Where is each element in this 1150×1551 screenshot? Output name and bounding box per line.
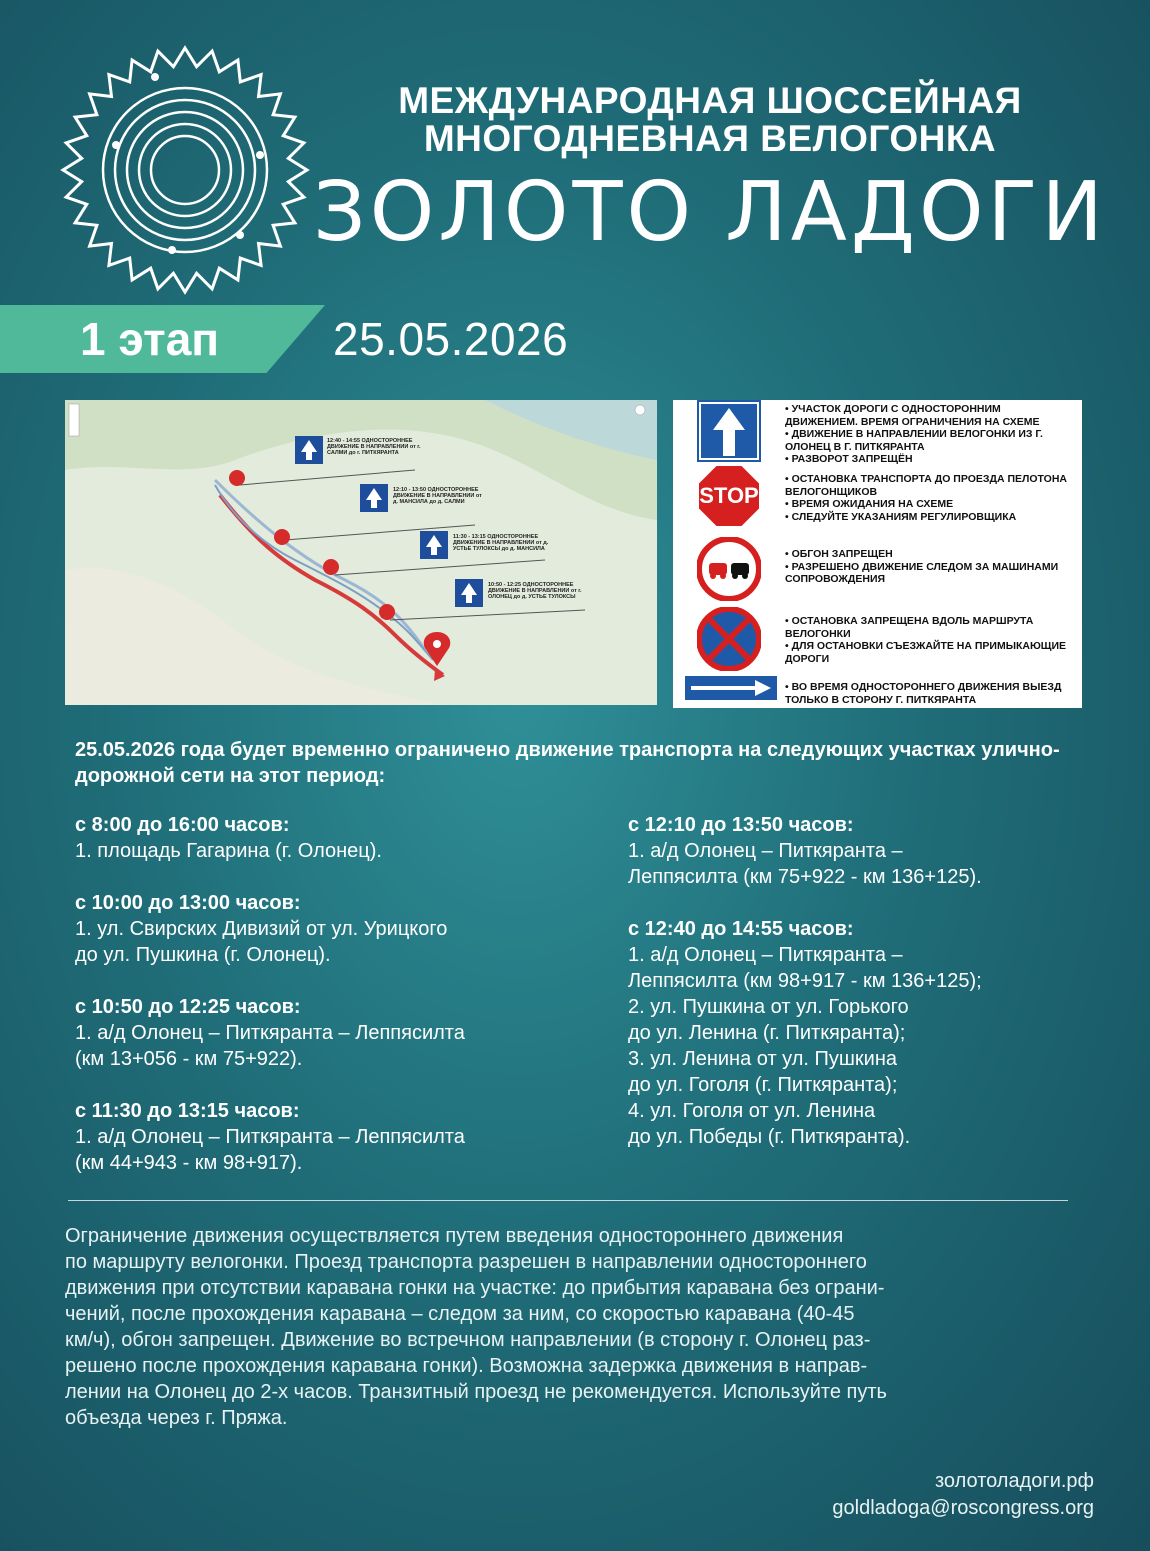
schedule-time: с 10:00 до 13:00 часов: — [75, 892, 301, 914]
map-callout: 10:50 - 12:25 ОДНОСТОРОННЕЕ ДВИЖЕНИЕ В НАПРАВЛЕНИИ от г. ОЛОНЕЦ до д. УСТЬЕ ТУЛОКСЫ — [488, 582, 582, 600]
schedule-details: 1. а/д Олонец – Питкяранта – Леппясилта (км 75+922 - км 136+125). — [628, 840, 982, 888]
event-title — [310, 82, 1110, 158]
schedule-block — [75, 890, 595, 968]
stage-label: 1 этап — [80, 313, 220, 365]
contacts — [832, 1468, 1094, 1522]
schedule-time: с 10:50 до 12:25 часов: — [75, 996, 301, 1018]
email-link[interactable]: goldladoga@roscongress.org — [832, 1497, 1094, 1519]
traffic-legend — [673, 400, 1082, 708]
map-callout: 12:10 - 13:50 ОДНОСТОРОННЕЕ ДВИЖЕНИЕ В НАПРАВЛЕНИИ от д. МАНСИЛА до д. САЛМИ — [393, 487, 482, 505]
intro-text: 25.05.2026 года будет временно ограничено движение транспорта на следующих участках улично-дорожной сети на этот период: — [75, 739, 1060, 787]
restriction-note: Ограничение движения осуществляется путем введения одностороннего движения по маршруту велогонки. Проезд транспорта разрешен в направлении одностороннего движения при отсутствии каравана гонки на участке: до прибытия каравана без ограни- чений, после прохождения каравана – следом за ним, со скоростью каравана (40-45 км/ч), обгон запрещен. Движение во встречном направлении (в сторону г. Олонец раз- решено после прохождения каравана гонки). Возможна задержка движения в направ- лении на Олонец до 2-х часов. Транзитный проезд не рекомендуется. Используйте путь объезда через г. Пряжа. — [65, 1225, 887, 1429]
title-line-1: МЕЖДУНАРОДНАЯ ШОССЕЙНАЯ — [398, 80, 1022, 121]
schedule-details: 1. а/д Олонец – Питкяранта – Леппясилта (км 98+917 - км 136+125); 2. ул. Пушкина от ул. Горького до ул. Ленина (г. Питкяранта); 3. ул. Ленина от ул. Пушкина до ул. Гоголя (г. Питкяранта); 4. ул. Гоголя от ул. Ленина до ул. Победы (г. Питкяранта). — [628, 944, 982, 1148]
legend-text-one-way: • УЧАСТОК ДОРОГИ С ОДНОСТОРОННИМ ДВИЖЕНИЕМ. ВРЕМЯ ОГРАНИЧЕНИЯ НА СХЕМЕ • ДВИЖЕНИЕ В НАПРАВЛЕНИИ ВЕЛОГОНКИ ИЗ Г. ОЛОНЕЦ В Г. ПИТКЯРАНТА • РАЗВОРОТ ЗАПРЕЩЁН — [785, 403, 1043, 465]
schedule-block — [628, 916, 1108, 1150]
legend-text-stop: • ОСТАНОВКА ТРАНСПОРТА ДО ПРОЕЗДА ПЕЛОТОНА ВЕЛОГОНЩИКОВ • ВРЕМЯ ОЖИДАНИЯ НА СХЕМЕ • СЛЕДУЙТЕ УКАЗАНИЯМ РЕГУЛИРОВЩИКА — [785, 473, 1068, 523]
schedule-time: с 12:10 до 13:50 часов: — [628, 814, 854, 836]
map-callout: 11:30 - 13:15 ОДНОСТОРОННЕЕ ДВИЖЕНИЕ В НАПРАВЛЕНИИ от д. УСТЬЕ ТУЛОКСЫ до д. МАНСИЛА — [453, 534, 549, 552]
section-divider — [68, 1200, 1068, 1201]
schedule-right — [628, 812, 1108, 1176]
schedule-time: с 12:40 до 14:55 часов: — [628, 918, 854, 940]
schedule-details: 1. а/д Олонец – Питкяранта – Леппясилта (км 44+943 - км 98+917). — [75, 1126, 465, 1174]
schedule-time: с 8:00 до 16:00 часов: — [75, 814, 290, 836]
legend-text-direction: • ВО ВРЕМЯ ОДНОСТОРОННЕГО ДВИЖЕНИЯ ВЫЕЗД ТОЛЬКО В СТОРОНУ Г. ПИТКЯРАНТА — [785, 681, 1062, 706]
direction-arrow-right-icon — [685, 676, 777, 700]
schedule-details: 1. ул. Свирских Дивизий от ул. Урицкого до ул. Пушкина (г. Олонец). — [75, 918, 448, 966]
legend-text-no-overtaking: • ОБГОН ЗАПРЕЩЕН • РАЗРЕШЕНО ДВИЖЕНИЕ СЛЕДОМ ЗА МАШИНАМИ СОПРОВОЖДЕНИЯ — [785, 548, 1059, 585]
stage-date: 25.05.2026 — [333, 313, 569, 365]
schedule-block — [75, 994, 595, 1072]
no-stopping-icon — [697, 607, 761, 671]
stop-sign-label: STOP — [699, 483, 759, 508]
map-callout: 12:40 - 14:55 ОДНОСТОРОННЕЕ ДВИЖЕНИЕ В НАПРАВЛЕНИИ от г. САЛМИ до г. ПИТКЯРАНТА — [327, 438, 421, 456]
schedule-time: с 11:30 до 13:15 часов: — [75, 1100, 300, 1122]
race-name: ЗОЛОТО ЛАДОГИ — [313, 165, 1107, 260]
schedule-left — [75, 812, 595, 1202]
one-way-arrow-up-icon — [697, 400, 761, 462]
schedule-block — [75, 1098, 595, 1176]
title-line-2: МНОГОДНЕВНАЯ ВЕЛОГОНКА — [423, 118, 997, 159]
website-link[interactable]: золотоладоги.рф — [934, 1470, 1094, 1492]
schedule-block — [628, 812, 1108, 890]
schedule-block — [75, 812, 595, 864]
schedule-details: 1. а/д Олонец – Питкяранта – Леппясилта (км 13+056 - км 75+922). — [75, 1022, 465, 1070]
schedule-details: 1. площадь Гагарина (г. Олонец). — [75, 840, 382, 862]
legend-text-no-stopping: • ОСТАНОВКА ЗАПРЕЩЕНА ВДОЛЬ МАРШРУТА ВЕЛОГОНКИ • ДЛЯ ОСТАНОВКИ СЪЕЗЖАЙТЕ НА ПРИМЫКАЮЩИЕ ДОРОГИ — [785, 615, 1067, 665]
route-map[interactable] — [65, 400, 657, 705]
race-logo-icon — [60, 45, 310, 295]
no-overtaking-icon — [697, 537, 761, 601]
